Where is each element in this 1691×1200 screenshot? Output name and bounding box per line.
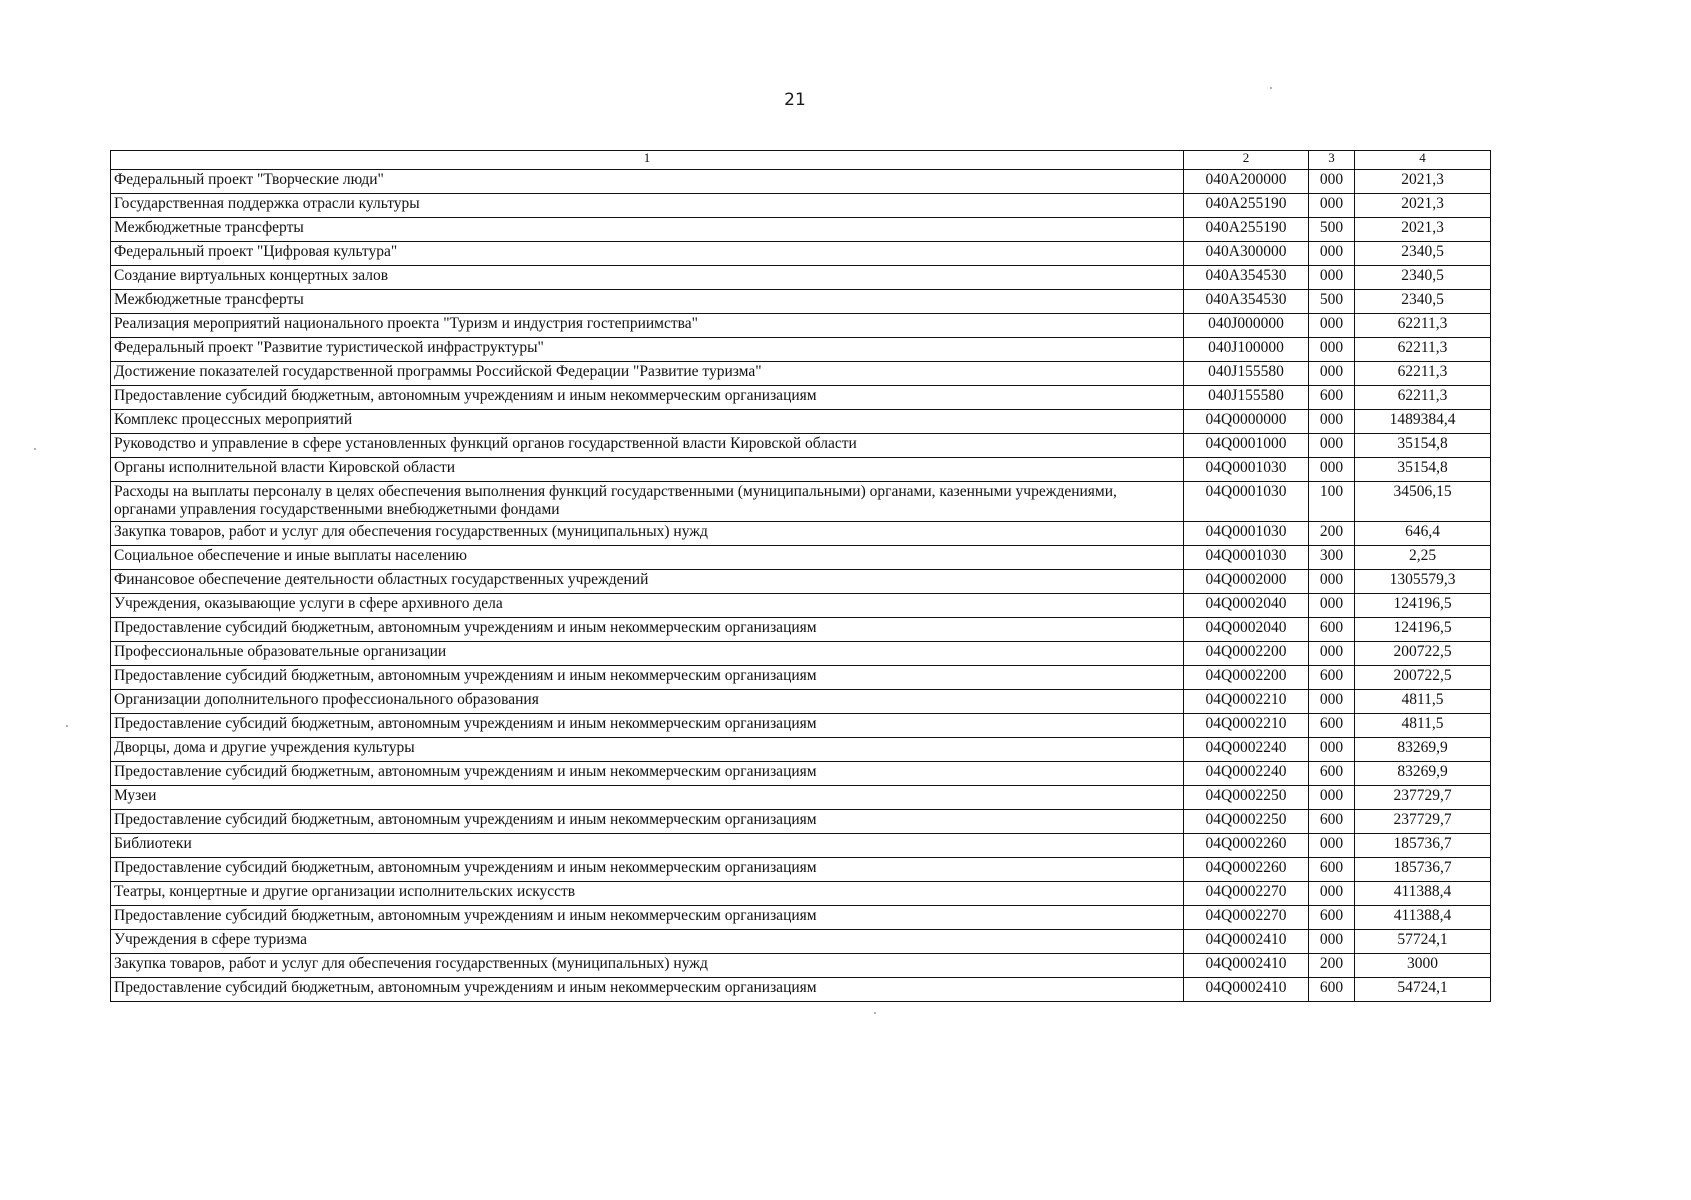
table-row [111, 665, 1491, 689]
row-type-cell: 100 [1309, 482, 1355, 522]
table-row [111, 713, 1491, 737]
row-code-cell: 040J155580 [1184, 362, 1309, 386]
table-row [111, 785, 1491, 809]
row-code-cell: 04Q0001030 [1184, 521, 1309, 545]
table-row [111, 809, 1491, 833]
row-code-cell: 04Q0002200 [1184, 641, 1309, 665]
table-row [111, 833, 1491, 857]
row-type-cell: 000 [1309, 458, 1355, 482]
row-sum-cell: 200722,5 [1355, 665, 1491, 689]
column-header-code: 2 [1184, 151, 1309, 170]
row-type-cell: 000 [1309, 410, 1355, 434]
budget-table-container [110, 150, 1490, 1002]
row-name-cell: Предоставление субсидий бюджетным, автономным учреждениям и иным некоммерческим организациям [111, 761, 1184, 785]
row-type-cell: 600 [1309, 809, 1355, 833]
table-row [111, 458, 1491, 482]
row-type-cell: 000 [1309, 170, 1355, 194]
row-type-cell: 600 [1309, 665, 1355, 689]
column-header-sum: 4 [1355, 151, 1491, 170]
row-sum-cell: 2021,3 [1355, 194, 1491, 218]
budget-table [110, 150, 1491, 1002]
row-code-cell: 040J155580 [1184, 386, 1309, 410]
row-code-cell: 040A354530 [1184, 266, 1309, 290]
row-code-cell: 04Q0002040 [1184, 593, 1309, 617]
table-row [111, 482, 1491, 522]
row-type-cell: 600 [1309, 977, 1355, 1001]
row-sum-cell: 3000 [1355, 953, 1491, 977]
row-code-cell: 040A354530 [1184, 290, 1309, 314]
table-row [111, 929, 1491, 953]
table-row [111, 218, 1491, 242]
table-row [111, 905, 1491, 929]
row-name-cell: Предоставление субсидий бюджетным, автономным учреждениям и иным некоммерческим организациям [111, 386, 1184, 410]
row-sum-cell: 2340,5 [1355, 266, 1491, 290]
row-name-cell: Федеральный проект "Творческие люди" [111, 170, 1184, 194]
row-type-cell: 600 [1309, 617, 1355, 641]
row-name-cell: Федеральный проект "Развитие туристической инфраструктуры" [111, 338, 1184, 362]
row-type-cell: 000 [1309, 194, 1355, 218]
row-name-cell: Предоставление субсидий бюджетным, автономным учреждениям и иным некоммерческим организациям [111, 905, 1184, 929]
row-name-cell: Финансовое обеспечение деятельности областных государственных учреждений [111, 569, 1184, 593]
row-sum-cell: 4811,5 [1355, 713, 1491, 737]
row-type-cell: 000 [1309, 785, 1355, 809]
row-code-cell: 04Q0001000 [1184, 434, 1309, 458]
row-code-cell: 04Q0002410 [1184, 977, 1309, 1001]
table-row [111, 977, 1491, 1001]
table-row [111, 434, 1491, 458]
row-sum-cell: 83269,9 [1355, 737, 1491, 761]
row-type-cell: 600 [1309, 386, 1355, 410]
row-name-cell: Учреждения, оказывающие услуги в сфере архивного дела [111, 593, 1184, 617]
row-type-cell: 000 [1309, 641, 1355, 665]
row-sum-cell: 124196,5 [1355, 617, 1491, 641]
row-type-cell: 000 [1309, 737, 1355, 761]
table-row [111, 410, 1491, 434]
row-code-cell: 04Q0002200 [1184, 665, 1309, 689]
row-name-cell: Создание виртуальных концертных залов [111, 266, 1184, 290]
row-code-cell: 04Q0002260 [1184, 833, 1309, 857]
row-sum-cell: 2340,5 [1355, 290, 1491, 314]
row-sum-cell: 35154,8 [1355, 434, 1491, 458]
scan-speck [34, 448, 36, 450]
scan-speck [1270, 87, 1272, 89]
row-name-cell: Предоставление субсидий бюджетным, автономным учреждениям и иным некоммерческим организациям [111, 617, 1184, 641]
table-body [111, 170, 1491, 1002]
row-sum-cell: 646,4 [1355, 521, 1491, 545]
row-code-cell: 04Q0002210 [1184, 713, 1309, 737]
row-name-cell: Комплекс процессных мероприятий [111, 410, 1184, 434]
row-sum-cell: 62211,3 [1355, 314, 1491, 338]
table-row [111, 338, 1491, 362]
row-code-cell: 04Q0002410 [1184, 953, 1309, 977]
row-code-cell: 040A255190 [1184, 218, 1309, 242]
row-sum-cell: 411388,4 [1355, 905, 1491, 929]
table-row [111, 689, 1491, 713]
table-row [111, 545, 1491, 569]
row-name-cell: Органы исполнительной власти Кировской области [111, 458, 1184, 482]
row-sum-cell: 57724,1 [1355, 929, 1491, 953]
row-code-cell: 04Q0001030 [1184, 545, 1309, 569]
row-name-cell: Государственная поддержка отрасли культуры [111, 194, 1184, 218]
row-code-cell: 04Q0002040 [1184, 617, 1309, 641]
row-sum-cell: 54724,1 [1355, 977, 1491, 1001]
table-row [111, 593, 1491, 617]
row-name-cell: Учреждения в сфере туризма [111, 929, 1184, 953]
row-code-cell: 04Q0002270 [1184, 881, 1309, 905]
row-sum-cell: 185736,7 [1355, 857, 1491, 881]
row-name-cell: Предоставление субсидий бюджетным, автономным учреждениям и иным некоммерческим организациям [111, 665, 1184, 689]
row-name-cell: Предоставление субсидий бюджетным, автономным учреждениям и иным некоммерческим организациям [111, 809, 1184, 833]
row-sum-cell: 2340,5 [1355, 242, 1491, 266]
row-name-cell: Закупка товаров, работ и услуг для обеспечения государственных (муниципальных) нужд [111, 953, 1184, 977]
table-row [111, 242, 1491, 266]
row-type-cell: 000 [1309, 242, 1355, 266]
row-sum-cell: 237729,7 [1355, 809, 1491, 833]
row-name-cell: Реализация мероприятий национального проекта "Туризм и индустрия гостеприимства" [111, 314, 1184, 338]
row-name-cell: Федеральный проект "Цифровая культура" [111, 242, 1184, 266]
row-code-cell: 04Q0002210 [1184, 689, 1309, 713]
row-type-cell: 000 [1309, 689, 1355, 713]
row-name-cell: Библиотеки [111, 833, 1184, 857]
table-row [111, 857, 1491, 881]
table-row [111, 761, 1491, 785]
row-code-cell: 04Q0002000 [1184, 569, 1309, 593]
row-sum-cell: 1305579,3 [1355, 569, 1491, 593]
table-row [111, 737, 1491, 761]
table-row [111, 569, 1491, 593]
row-type-cell: 000 [1309, 362, 1355, 386]
row-code-cell: 04Q0002250 [1184, 809, 1309, 833]
row-code-cell: 04Q0002250 [1184, 785, 1309, 809]
row-name-cell: Расходы на выплаты персоналу в целях обеспечения выполнения функций государственными (муниципальными) органами, казенными учреждениями, органами управления государственными внебюджетными фондами [111, 482, 1184, 522]
row-name-cell: Закупка товаров, работ и услуг для обеспечения государственных (муниципальных) нужд [111, 521, 1184, 545]
row-name-cell: Профессиональные образовательные организации [111, 641, 1184, 665]
row-code-cell: 04Q0002260 [1184, 857, 1309, 881]
row-name-cell: Дворцы, дома и другие учреждения культуры [111, 737, 1184, 761]
scan-speck [874, 1012, 876, 1014]
row-sum-cell: 2021,3 [1355, 218, 1491, 242]
row-sum-cell: 34506,15 [1355, 482, 1491, 522]
row-sum-cell: 4811,5 [1355, 689, 1491, 713]
row-name-cell: Предоставление субсидий бюджетным, автономным учреждениям и иным некоммерческим организациям [111, 713, 1184, 737]
table-row [111, 290, 1491, 314]
row-sum-cell: 237729,7 [1355, 785, 1491, 809]
table-row [111, 362, 1491, 386]
row-name-cell: Межбюджетные трансферты [111, 218, 1184, 242]
row-type-cell: 200 [1309, 953, 1355, 977]
row-sum-cell: 124196,5 [1355, 593, 1491, 617]
row-code-cell: 04Q0001030 [1184, 458, 1309, 482]
row-type-cell: 000 [1309, 266, 1355, 290]
row-code-cell: 040A200000 [1184, 170, 1309, 194]
column-header-type: 3 [1309, 151, 1355, 170]
row-code-cell: 040J100000 [1184, 338, 1309, 362]
row-name-cell: Межбюджетные трансферты [111, 290, 1184, 314]
row-type-cell: 500 [1309, 290, 1355, 314]
row-name-cell: Достижение показателей государственной программы Российской Федерации "Развитие туризма" [111, 362, 1184, 386]
table-row [111, 953, 1491, 977]
row-code-cell: 04Q0000000 [1184, 410, 1309, 434]
row-sum-cell: 83269,9 [1355, 761, 1491, 785]
row-type-cell: 500 [1309, 218, 1355, 242]
row-type-cell: 000 [1309, 338, 1355, 362]
table-row [111, 641, 1491, 665]
row-type-cell: 600 [1309, 713, 1355, 737]
row-type-cell: 600 [1309, 761, 1355, 785]
row-type-cell: 000 [1309, 929, 1355, 953]
row-sum-cell: 185736,7 [1355, 833, 1491, 857]
table-row [111, 881, 1491, 905]
row-code-cell: 040A255190 [1184, 194, 1309, 218]
row-type-cell: 000 [1309, 314, 1355, 338]
row-code-cell: 04Q0002240 [1184, 737, 1309, 761]
row-sum-cell: 35154,8 [1355, 458, 1491, 482]
table-row [111, 617, 1491, 641]
table-row [111, 170, 1491, 194]
row-type-cell: 000 [1309, 833, 1355, 857]
row-code-cell: 040A300000 [1184, 242, 1309, 266]
row-sum-cell: 62211,3 [1355, 386, 1491, 410]
row-code-cell: 04Q0001030 [1184, 482, 1309, 522]
row-name-cell: Организации дополнительного профессионального образования [111, 689, 1184, 713]
row-sum-cell: 2,25 [1355, 545, 1491, 569]
row-code-cell: 04Q0002240 [1184, 761, 1309, 785]
row-sum-cell: 200722,5 [1355, 641, 1491, 665]
row-code-cell: 04Q0002410 [1184, 929, 1309, 953]
row-name-cell: Руководство и управление в сфере установленных функций органов государственной власти Кировской области [111, 434, 1184, 458]
row-sum-cell: 2021,3 [1355, 170, 1491, 194]
row-sum-cell: 411388,4 [1355, 881, 1491, 905]
row-type-cell: 600 [1309, 857, 1355, 881]
row-code-cell: 04Q0002270 [1184, 905, 1309, 929]
row-sum-cell: 1489384,4 [1355, 410, 1491, 434]
row-type-cell: 600 [1309, 905, 1355, 929]
row-type-cell: 000 [1309, 593, 1355, 617]
row-type-cell: 200 [1309, 521, 1355, 545]
table-row [111, 386, 1491, 410]
row-sum-cell: 62211,3 [1355, 338, 1491, 362]
table-row [111, 521, 1491, 545]
row-type-cell: 000 [1309, 881, 1355, 905]
row-name-cell: Музеи [111, 785, 1184, 809]
page-number: 21 [784, 90, 806, 110]
row-name-cell: Социальное обеспечение и иные выплаты населению [111, 545, 1184, 569]
row-sum-cell: 62211,3 [1355, 362, 1491, 386]
row-type-cell: 000 [1309, 434, 1355, 458]
column-header-name: 1 [111, 151, 1184, 170]
header-row [111, 151, 1491, 170]
table-row [111, 266, 1491, 290]
row-name-cell: Предоставление субсидий бюджетным, автономным учреждениям и иным некоммерческим организациям [111, 857, 1184, 881]
row-type-cell: 300 [1309, 545, 1355, 569]
row-name-cell: Театры, концертные и другие организации исполнительских искусств [111, 881, 1184, 905]
table-row [111, 194, 1491, 218]
row-name-cell: Предоставление субсидий бюджетным, автономным учреждениям и иным некоммерческим организациям [111, 977, 1184, 1001]
table-row [111, 314, 1491, 338]
scan-speck [66, 725, 68, 727]
row-type-cell: 000 [1309, 569, 1355, 593]
row-code-cell: 040J000000 [1184, 314, 1309, 338]
